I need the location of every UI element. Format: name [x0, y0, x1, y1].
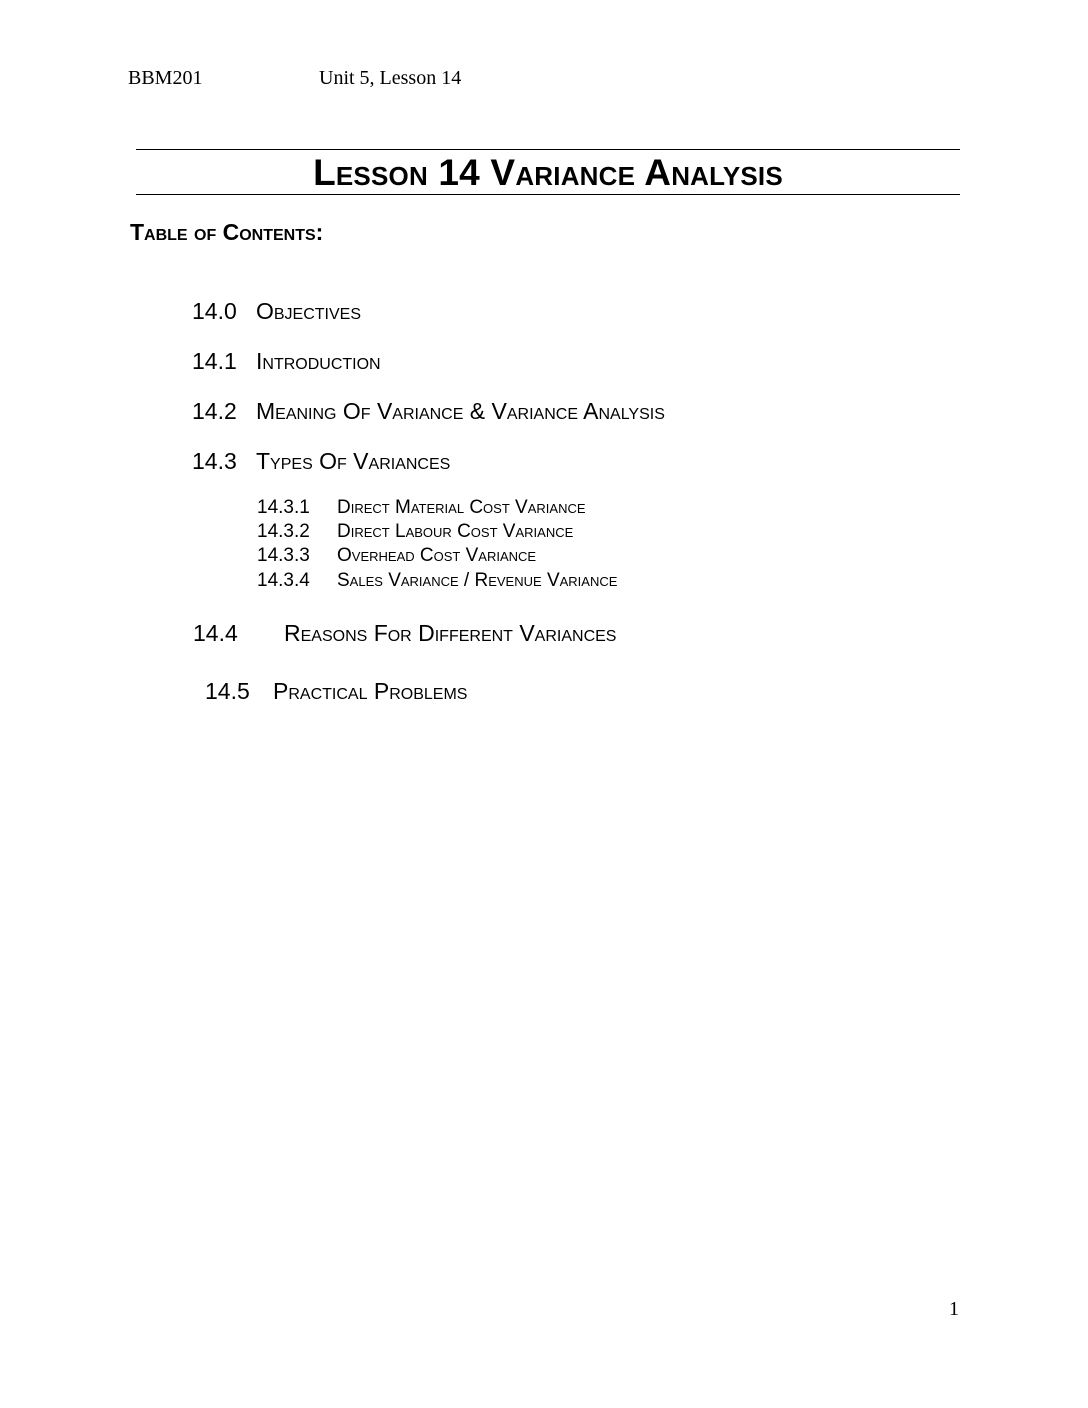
title-top-rule — [136, 149, 960, 150]
toc-entry-number: 14.5 — [205, 678, 250, 704]
toc-entry-number: 14.2 — [192, 398, 237, 424]
toc-entry-text: Sales Variance / Revenue Variance — [337, 570, 618, 591]
toc-entry-text: Types Of Variances — [256, 448, 451, 474]
toc-entry-text: Direct Labour Cost Variance — [337, 521, 574, 542]
title-bottom-rule — [136, 194, 960, 195]
toc-entry-number: 14.3 — [192, 448, 237, 474]
toc-entry-text: Introduction — [256, 348, 381, 374]
toc-entry-number: 14.3.2 — [257, 521, 310, 542]
course-code: BBM201 — [128, 67, 203, 89]
toc-entry-text: Overhead Cost Variance — [337, 545, 537, 566]
lesson-title: Lesson 14 Variance Analysis — [313, 152, 783, 193]
toc-entry-text: Direct Material Cost Variance — [337, 497, 586, 518]
unit-lesson-label: Unit 5, Lesson 14 — [319, 67, 462, 89]
toc-heading: Table of Contents: — [130, 219, 324, 245]
toc-entry-number: 14.3.4 — [257, 570, 310, 591]
toc-entry-number: 14.1 — [192, 348, 237, 374]
toc-entry-text: Practical Problems — [273, 678, 468, 704]
toc-entry-number: 14.3.1 — [257, 497, 310, 518]
page-number: 1 — [949, 1298, 959, 1320]
toc-entry-number: 14.0 — [192, 298, 237, 324]
toc-entry-number: 14.3.3 — [257, 545, 310, 566]
toc-entry-number: 14.4 — [193, 620, 238, 646]
toc-entry-text: Meaning Of Variance & Variance Analysis — [256, 398, 665, 424]
toc-entry-text: Reasons For Different Variances — [284, 620, 617, 646]
toc-entry-text: Objectives — [256, 298, 362, 324]
